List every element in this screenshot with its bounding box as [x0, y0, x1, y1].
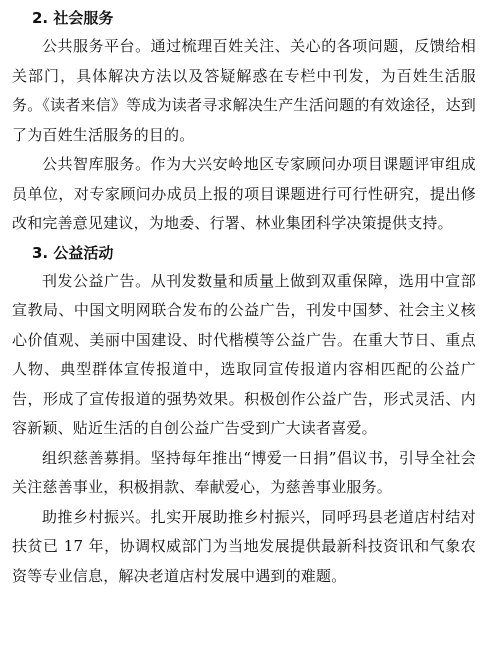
section-public-welfare	[12, 239, 476, 592]
paragraph-public-ads: 刊发公益广告。从刊发数量和质量上做到双重保障，选用中宣部宣教局、中国文明网联合发布的公益广告，刊发中国梦、社会主义核心价值观、美丽中国建设、时代楷模等公益广告。在重大节日、重点人物、典型群体宣传报道中，选取同宣传报道内容相匹配的公益广告，形成了宣传报道的强势效果。积极创作公益广告，形式灵活、内容新颖、贴近生活的自创公益广告受到广大读者喜爱。	[12, 271, 476, 437]
paragraph-rural-revitalization: 助推乡村振兴。扎实开展助推乡村振兴，同呼玛县老道店村结对扶贫已 17 年，协调权威部门为当地发展提供最新科技资讯和气象农资等专业信息，解决老道店村发展中遇到的难题。	[12, 507, 476, 585]
paragraph-charity-donation: 组织慈善募捐。坚持每年推出“博爱一日捐”倡议书，引导全社会关注慈善事业，积极捐款、奉献爱心，为慈善事业服务。	[12, 448, 476, 496]
paragraph-public-service-platform: 公共服务平台。通过梳理百姓关注、关心的各项问题，反馈给相关部门，具体解决方法以及答疑解惑在专栏中刊发，为百姓生活服务。《读者来信》等成为读者寻求解决生产生活问题的有效途径，达到了为百姓生活服务的目的。	[12, 37, 476, 144]
section-social-service	[12, 4, 476, 239]
section-heading: 3. 公益活动	[32, 243, 114, 262]
section-heading: 2. 社会服务	[32, 9, 114, 27]
paragraph-public-think-tank: 公共智库服务。作为大兴安岭地区专家顾问办项目课题评审组成员单位，对专家顾问办成员上报的项目课题进行可行性研究，提出修改和完善意见建议，为地委、行署、林业集团科学决策提供支持。	[12, 155, 476, 232]
